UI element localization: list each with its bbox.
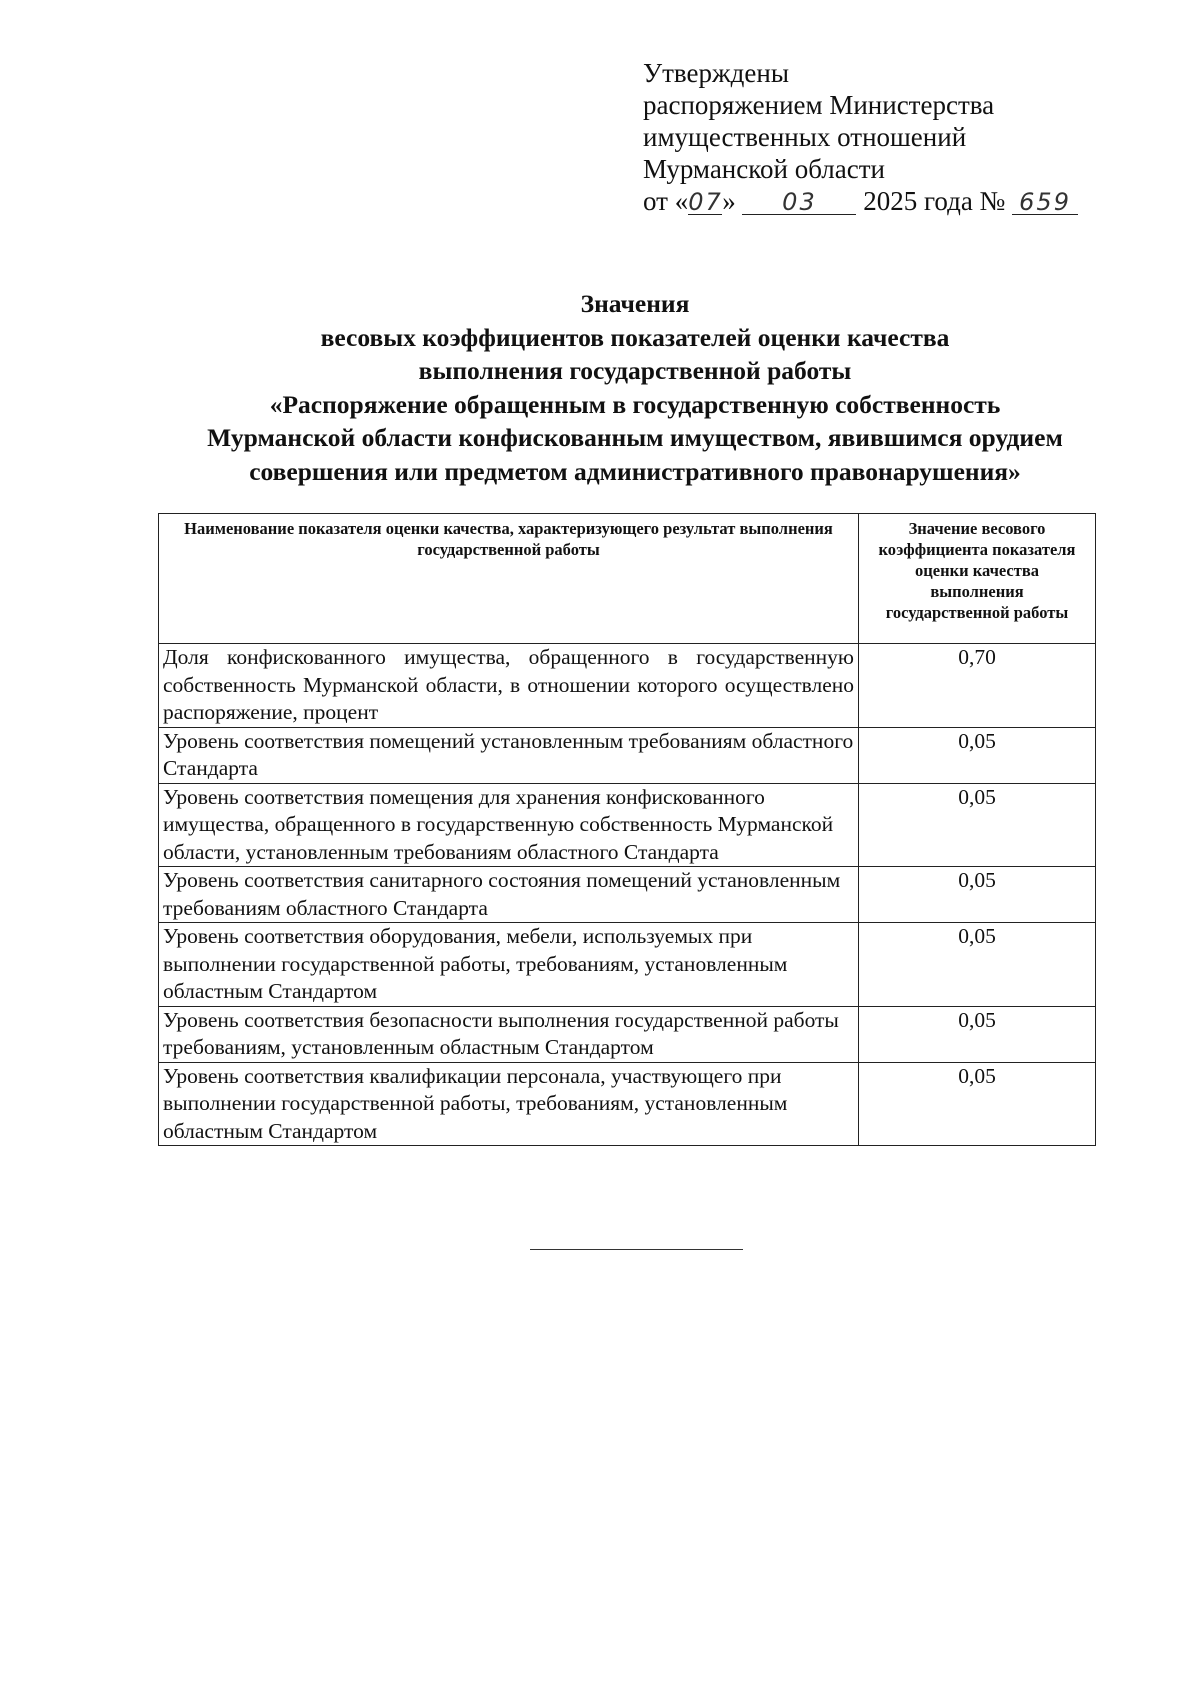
end-separator-line — [530, 1249, 743, 1250]
title-line-3: выполнения государственной работы — [418, 356, 852, 385]
approval-line-region: Мурманской области — [643, 154, 885, 184]
approval-line-approved: Утверждены — [643, 58, 789, 88]
indicator-name: Уровень соответствия оборудования, мебели, используемых при выполнении государственной работы, требованиям, установленным областным Стандартом — [159, 923, 859, 1007]
date-day-handwritten: 07 — [688, 188, 723, 216]
approval-date-line — [643, 185, 1123, 217]
document-title — [140, 287, 1130, 488]
indicators-table — [158, 513, 1096, 1146]
weight-value: 0,70 — [859, 644, 1096, 728]
date-day-close: » — [722, 186, 736, 216]
date-month-handwritten: 03 — [782, 188, 817, 216]
weight-value: 0,05 — [859, 1006, 1096, 1062]
title-line-4: «Распоряжение обращенным в государственную собственность — [269, 389, 1001, 419]
indicator-name: Уровень соответствия помещений установленным требованиям областного Стандарта — [159, 727, 859, 783]
approval-block — [643, 57, 1123, 217]
approval-line-ministry: имущественных отношений — [643, 122, 967, 152]
weight-value: 0,05 — [859, 727, 1096, 783]
document-number-handwritten: 659 — [1019, 188, 1071, 216]
title-line-2: весовых коэффициентов показателей оценки качества — [320, 322, 950, 352]
date-month-field — [742, 188, 856, 215]
approval-line-order: распоряжением Министерства — [643, 90, 995, 120]
date-day-field — [688, 188, 722, 215]
weight-value: 0,05 — [859, 923, 1096, 1007]
table-row — [159, 783, 1096, 867]
table-row — [159, 923, 1096, 1007]
indicator-name: Уровень соответствия помещения для хранения конфискованного имущества, обращенного в государственную собственность Мурманской области, установленным требованиям областного Стандарта — [159, 783, 859, 867]
indicator-name: Уровень соответствия квалификации персонала, участвующего при выполнении государственной работы, требованиям, установленным областным Стандартом — [159, 1062, 859, 1146]
header-weight-value: Значение весового коэффициента показателя оценки качества выполнения государственной работы — [859, 514, 1096, 644]
header-indicator-name: Наименование показателя оценки качества, характеризующего результат выполнения государственной работы — [159, 514, 859, 644]
table-row — [159, 1062, 1096, 1146]
title-line-1: Значения — [580, 289, 690, 318]
date-prefix: от « — [643, 186, 689, 216]
title-line-5: Мурманской области конфискованным имуществом, явившимся орудием — [207, 423, 1063, 452]
weight-value: 0,05 — [859, 1062, 1096, 1146]
table-header-row — [159, 514, 1096, 644]
table-row — [159, 727, 1096, 783]
table-row — [159, 867, 1096, 923]
indicator-name: Доля конфискованного имущества, обращенного в государственную собственность Мурманской области, в отношении которого осуществлено распоряжение, процент — [159, 644, 859, 728]
indicator-name: Уровень соответствия санитарного состояния помещений установленным требованиям областного Стандарта — [159, 867, 859, 923]
date-year-text: 2025 года № — [863, 186, 1006, 216]
weight-value: 0,05 — [859, 783, 1096, 867]
document-number-field — [1012, 188, 1078, 215]
table-row — [159, 644, 1096, 728]
weight-value: 0,05 — [859, 867, 1096, 923]
title-line-6: совершения или предметом административного правонарушения» — [249, 456, 1021, 486]
indicator-name: Уровень соответствия безопасности выполнения государственной работы требованиям, установленным областным Стандартом — [159, 1006, 859, 1062]
table-row — [159, 1006, 1096, 1062]
